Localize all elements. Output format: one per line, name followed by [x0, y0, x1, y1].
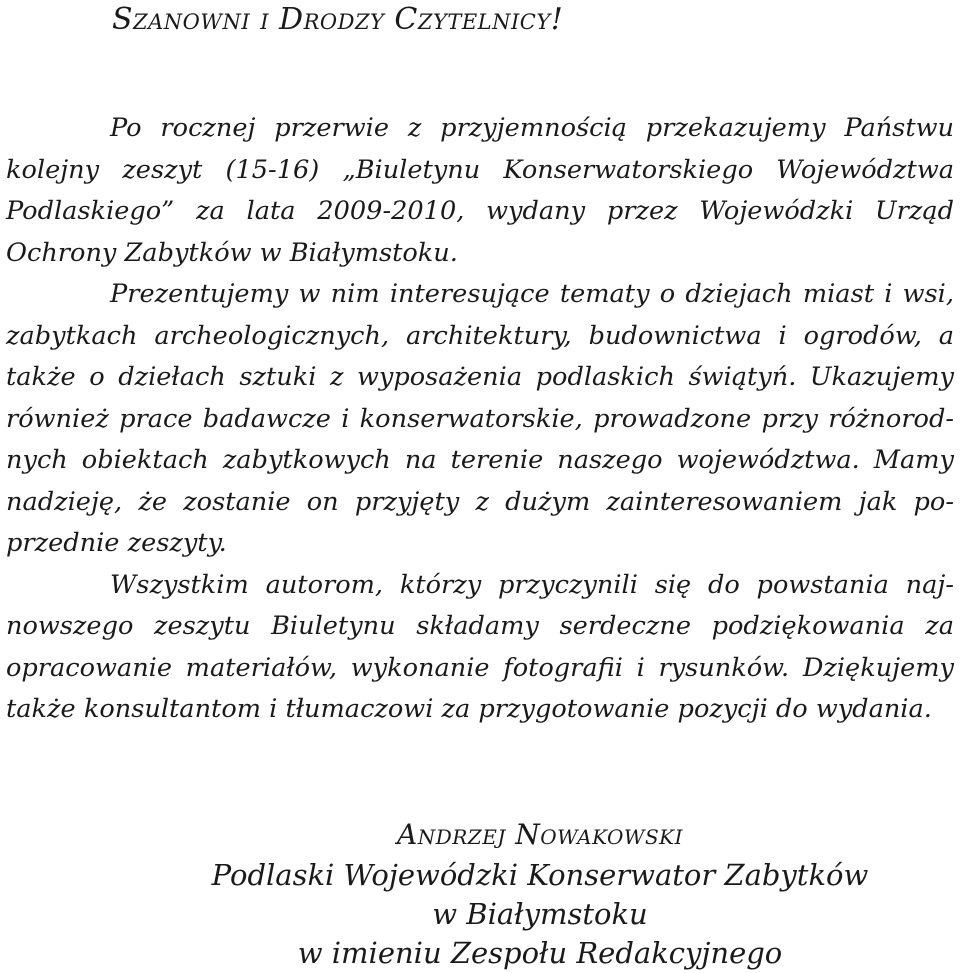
signatory-title: Podlaski Wojewódzki Konserwator Zabytków — [211, 858, 869, 892]
paragraph-contents: Prezentujemy w nim interesujące tematy o dziejach miast i wsi, zabytkach archeologicznych, architektury, budownictwa i ogrodów, a także o dziełach sztuki z wyposażenia podlaskich świątyń. Ukazujemy również prace badawcze i konserwatorskie, prowadzone przy różnorodnych obiektach zabytkowych na terenie naszego województwa. Mamy nadzieję, że zostanie on przyjęty z dużym zainteresowaniem jak poprzednie zeszyty. — [6, 279, 954, 558]
signatory-location: w Białymstoku — [432, 897, 648, 931]
paragraph-thanks: Wszystkim autorom, którzy przyczynili się do powstania najnowszego zeszytu Biuletynu składamy serdeczne podziękowania za opracowanie materiałów, wykonanie fotografii i rysunków. Dziękujemy także konsultantom i tłumaczowi za przygotowanie pozycji do wydania. — [6, 569, 954, 724]
signature-block — [160, 815, 920, 973]
signatory-on-behalf: w imieniu Zespołu Redakcyjnego — [297, 936, 783, 970]
letter-body — [6, 108, 954, 731]
paragraph-intro: Po rocznej przerwie z przyjemnością przekazujemy Państwu kolejny zeszyt (15-16) „Biuletynu Konserwatorskiego Województwa Podlaskiego” za lata 2009-2010, wydany przez Wojewódzki Urząd Ochrony Zabytków w Białymstoku. — [6, 113, 954, 268]
salutation-heading: Szanowni i Drodzy Czytelnicy! — [112, 2, 564, 37]
signatory-name: Andrzej Nowakowski — [396, 818, 684, 851]
